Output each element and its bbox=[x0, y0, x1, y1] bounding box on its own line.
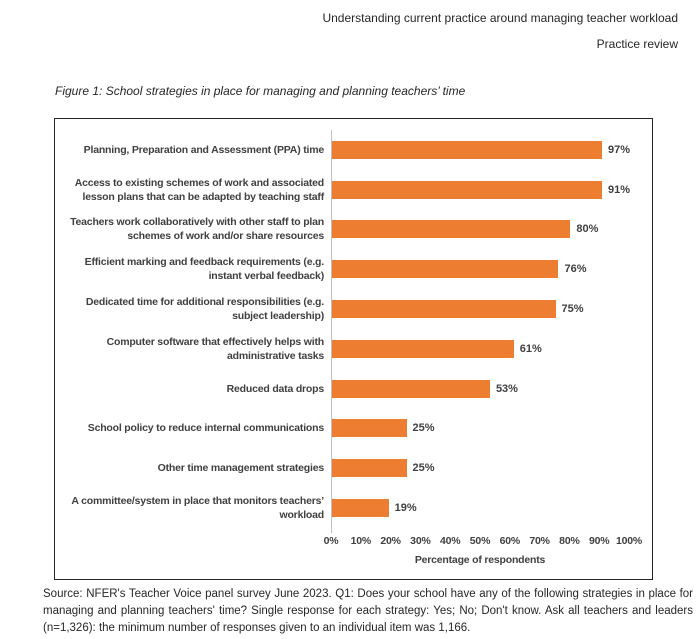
bar-lane bbox=[331, 249, 652, 289]
chart-row bbox=[55, 488, 652, 528]
axis-tick-label: 0% bbox=[323, 535, 339, 547]
chart-row bbox=[55, 170, 652, 210]
bar bbox=[332, 220, 570, 238]
page-header-subtitle: Practice review bbox=[596, 37, 678, 51]
axis-tick-label: 20% bbox=[380, 535, 401, 547]
axis-tick-label: 70% bbox=[529, 535, 550, 547]
axis-tick-label: 10% bbox=[350, 535, 372, 547]
category-label: Other time management strategies bbox=[157, 462, 324, 475]
bar-lane bbox=[331, 210, 652, 250]
x-axis-title: Percentage of respondents bbox=[414, 554, 546, 566]
value-label: 80% bbox=[576, 223, 599, 236]
figure-caption: Figure 1: School strategies in place for managing and planning teachers’ time bbox=[55, 84, 466, 98]
page-header-title: Understanding current practice around managing teacher workload bbox=[322, 11, 678, 25]
bar-track bbox=[332, 340, 630, 358]
value-label: 91% bbox=[607, 183, 630, 196]
value-label: 97% bbox=[607, 143, 630, 156]
bar bbox=[332, 419, 407, 437]
chart-row bbox=[55, 369, 652, 409]
category-label: A committee/system in place that monitors teachers’ workload bbox=[71, 495, 324, 522]
value-label: 19% bbox=[394, 502, 417, 515]
category-label: Access to existing schemes of work and associated lesson plans that can be adapted by teaching staff bbox=[74, 176, 324, 203]
bar-lane bbox=[331, 488, 652, 528]
axis-tick-label: 60% bbox=[499, 535, 521, 547]
bar-lane bbox=[331, 448, 652, 488]
chart-row bbox=[55, 448, 652, 488]
category-label: School policy to reduce internal communications bbox=[87, 422, 324, 435]
bar-track bbox=[332, 220, 630, 238]
bar-track bbox=[332, 300, 630, 318]
axis-tick-label: 90% bbox=[588, 535, 610, 547]
bar-lane bbox=[331, 289, 652, 329]
value-label: 61% bbox=[519, 342, 542, 355]
axis-tick-label: 50% bbox=[469, 535, 491, 547]
bar bbox=[332, 459, 407, 477]
value-label: 25% bbox=[412, 462, 435, 475]
bar-track bbox=[332, 260, 630, 278]
bar-track bbox=[332, 141, 630, 159]
bar bbox=[332, 380, 490, 398]
value-label: 53% bbox=[495, 382, 518, 395]
category-label: Efficient marking and feedback requirements (e.g. instant verbal feedback) bbox=[84, 256, 324, 283]
chart-plot-area bbox=[55, 130, 652, 528]
chart-row bbox=[55, 210, 652, 250]
category-label: Computer software that effectively helps with administrative tasks bbox=[106, 335, 324, 362]
bar bbox=[332, 499, 389, 517]
value-label: 75% bbox=[561, 303, 584, 316]
chart-row bbox=[55, 329, 652, 369]
figure-1-bar-chart bbox=[54, 118, 653, 580]
bar-lane bbox=[331, 369, 652, 409]
bar bbox=[332, 300, 556, 318]
bar bbox=[332, 340, 514, 358]
axis-tick-label: 40% bbox=[439, 535, 461, 547]
x-axis-ticks bbox=[323, 535, 643, 549]
axis-tick-label: 80% bbox=[559, 535, 580, 547]
bar-track bbox=[332, 459, 630, 477]
axis-tick-label: 30% bbox=[410, 535, 431, 547]
bar-track bbox=[332, 419, 630, 437]
category-label: Teachers work collaboratively with other staff to plan schemes of work and/or share resources bbox=[70, 216, 324, 243]
bar-track bbox=[332, 380, 630, 398]
chart-row bbox=[55, 249, 652, 289]
bar bbox=[332, 260, 558, 278]
bar bbox=[332, 141, 602, 159]
source-note: Source: NFER's Teacher Voice panel survey June 2023. Q1: Does your school have any of the following strategies in place for managing and planning teachers' time? Single response for each strategy: Yes; No; Don't know. Ask all teachers and leaders (n=1,326): the minimum number of responses given to an individual item was 1,166. bbox=[43, 588, 693, 634]
bar-lane bbox=[331, 170, 652, 210]
bar-track bbox=[332, 499, 630, 517]
value-label: 25% bbox=[412, 422, 435, 435]
category-label: Planning, Preparation and Assessment (PPA) time bbox=[83, 143, 324, 156]
chart-row bbox=[55, 289, 652, 329]
axis-tick-label: 100% bbox=[615, 535, 643, 547]
bar-track bbox=[332, 181, 630, 199]
bar bbox=[332, 181, 602, 199]
bar-lane bbox=[331, 409, 652, 449]
bar-lane bbox=[331, 329, 652, 369]
category-label: Dedicated time for additional responsibilities (e.g. subject leadership) bbox=[85, 296, 324, 323]
category-label: Reduced data drops bbox=[226, 382, 324, 395]
chart-row bbox=[55, 409, 652, 449]
value-label: 76% bbox=[564, 263, 587, 276]
bar-lane bbox=[331, 130, 652, 170]
chart-row bbox=[55, 130, 652, 170]
